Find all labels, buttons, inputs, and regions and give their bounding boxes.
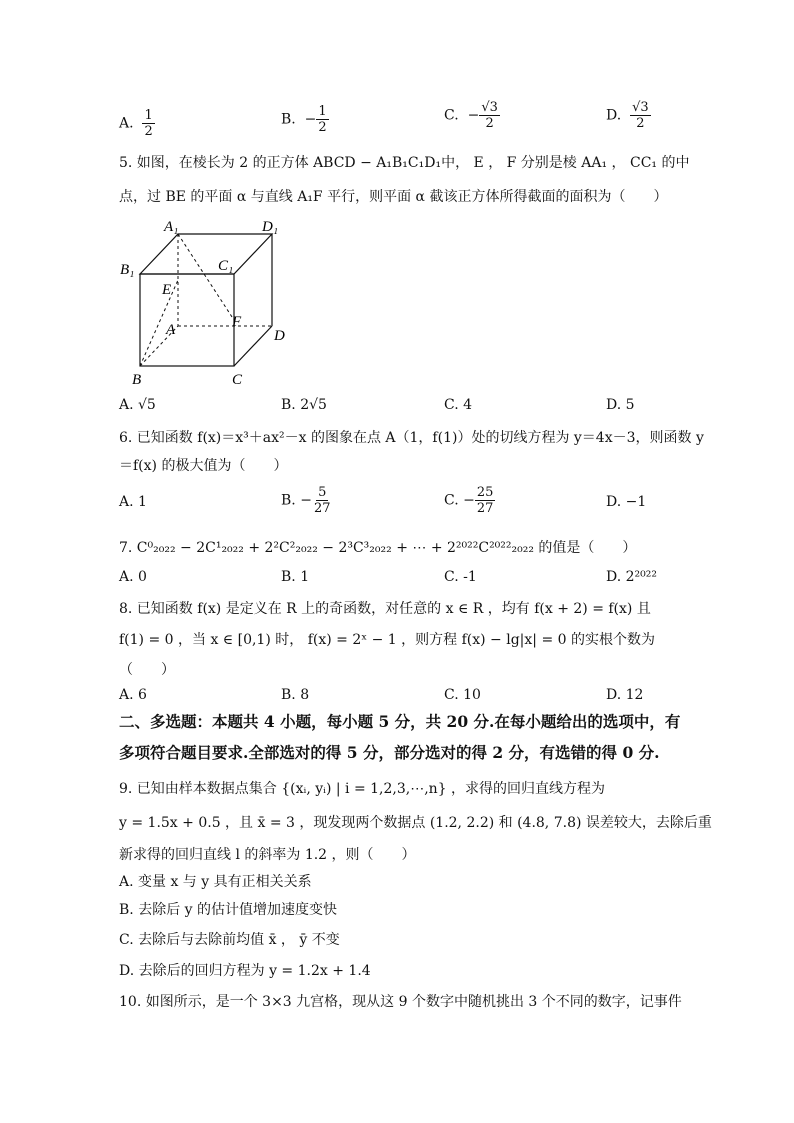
q4-b-fraction: $\frac{1}{2}$ [318, 104, 327, 135]
q9-option-d: D. 去除后的回归方程为 y = 1.2x + 1.4 [119, 963, 371, 979]
label-c1: C₁ [218, 258, 234, 274]
q6-c-fraction: $\frac{25}{27}$ [476, 485, 494, 516]
section-2-heading-line2: 多项符合题目要求.全部选对的得 5 分，部分选对的得 2 分，有选错的得 0 分. [119, 743, 660, 762]
q4-d-fraction: $\frac{√3}{2}$ [632, 100, 649, 131]
label-f: F [232, 314, 242, 330]
q5-option-d: D. 5 [606, 397, 635, 413]
q7-option-c: C. -1 [444, 569, 477, 585]
q4-option-b: B. − $\frac{1}{2}$ [281, 104, 327, 135]
q9-stem-line2: y = 1.5x + 0.5 ，且 x̄ = 3 ，现发现两个数据点 (1.2, 2.2) 和 (4.8, 7.8) 误差较大，去除后重 [119, 815, 712, 831]
q4-a-fraction: $\frac{1}{2}$ [144, 108, 153, 139]
q7-option-d: D. 2²⁰²² [606, 569, 657, 585]
q8-option-d: D. 12 [606, 687, 644, 703]
q8-option-a: A. 6 [119, 687, 147, 703]
q4-c-fraction: $\frac{√3}{2}$ [481, 100, 498, 131]
q4-option-c: C. − $\frac{√3}{2}$ [444, 100, 498, 131]
q6-stem-line1: 6. 已知函数 f(x)＝x³＋ax²－x 的图象在点 A（1，f(1)）处的切线方程为 y＝4x－3，则函数 y [119, 430, 704, 446]
label-a1: A₁ [164, 219, 179, 235]
cube-figure [112, 214, 302, 390]
q6-option-d: D. −1 [606, 494, 647, 510]
label-d1: D₁ [262, 219, 279, 235]
section-2-heading-line1: 二、多选题：本题共 4 小题，每小题 5 分，共 20 分.在每小题给出的选项中，有 [119, 712, 681, 731]
q7-stem: 7. C⁰₂₀₂₂ − 2C¹₂₀₂₂ + 2²C²₂₀₂₂ − 2³C³₂₀₂₂ + ⋯ + 2²⁰²²C²⁰²²₂₀₂₂ 的值是（ ） [119, 540, 637, 556]
label-c: C [232, 372, 243, 388]
q6-b-fraction: $\frac{5}{27}$ [313, 485, 331, 516]
q5-option-b: B. 2√5 [281, 397, 327, 413]
q8-stem-line1: 8. 已知函数 f(x) 是定义在 R 上的奇函数，对任意的 x ∈ R ，均有 f(x + 2) = f(x) 且 [119, 601, 651, 617]
q6-stem-line2: ＝f(x) 的极大值为（ ） [119, 458, 288, 474]
label-d: D [274, 328, 285, 344]
q9-stem-line3: 新求得的回归直线 l 的斜率为 1.2 ，则（ ） [119, 847, 416, 863]
label-b: B [132, 372, 142, 388]
q6-option-a: A. 1 [119, 494, 147, 510]
q8-stem-line2: f(1) = 0 ，当 x ∈ [0,1) 时， f(x) = 2ˣ − 1 ，则方程 f(x) − lg|x| = 0 的实根个数为 [119, 632, 655, 648]
q9-option-a: A. 变量 x 与 y 具有正相关关系 [119, 874, 312, 890]
q4-option-a: A. $\frac{1}{2}$ [119, 108, 153, 139]
q5-stem-line1: 5. 如图，在棱长为 2 的正方体 ABCD − A₁B₁C₁D₁中， E ， F 分别是棱 AA₁ ， CC₁ 的中 [119, 155, 690, 171]
q8-option-c: C. 10 [444, 687, 481, 703]
q10-stem-line1: 10. 如图所示，是一个 3×3 九宫格，现从这 9 个数字中随机挑出 3 个不同的数字，记事件 [119, 994, 682, 1010]
label-e: E [162, 282, 172, 298]
label-b1: B₁ [120, 262, 135, 278]
q5-stem-line2: 点，过 BE 的平面 α 与直线 A₁F 平行，则平面 α 截该正方体所得截面的面积为（ ） [119, 189, 668, 205]
q6-option-b: B. − $\frac{5}{27}$ [281, 485, 331, 516]
q5-option-c: C. 4 [444, 397, 473, 413]
q6-option-c: C. − $\frac{25}{27}$ [444, 485, 494, 516]
q9-stem-line1: 9. 已知由样本数据点集合 {(xᵢ, yᵢ) | i = 1,2,3,⋯,n} ，求得的回归直线方程为 [119, 781, 606, 797]
q7-option-a: A. 0 [119, 569, 147, 585]
label-a: A [166, 322, 176, 338]
q8-stem-line3: （ ） [119, 662, 175, 678]
q9-option-c: C. 去除后与去除前均值 x̄ ， ȳ 不变 [119, 932, 340, 948]
q7-option-b: B. 1 [281, 569, 310, 585]
q8-option-b: B. 8 [281, 687, 310, 703]
q4-option-d: D. $\frac{√3}{2}$ [606, 100, 649, 131]
q5-option-a: A. √5 [119, 397, 156, 413]
q9-option-b: B. 去除后 y 的估计值增加速度变快 [119, 902, 337, 918]
